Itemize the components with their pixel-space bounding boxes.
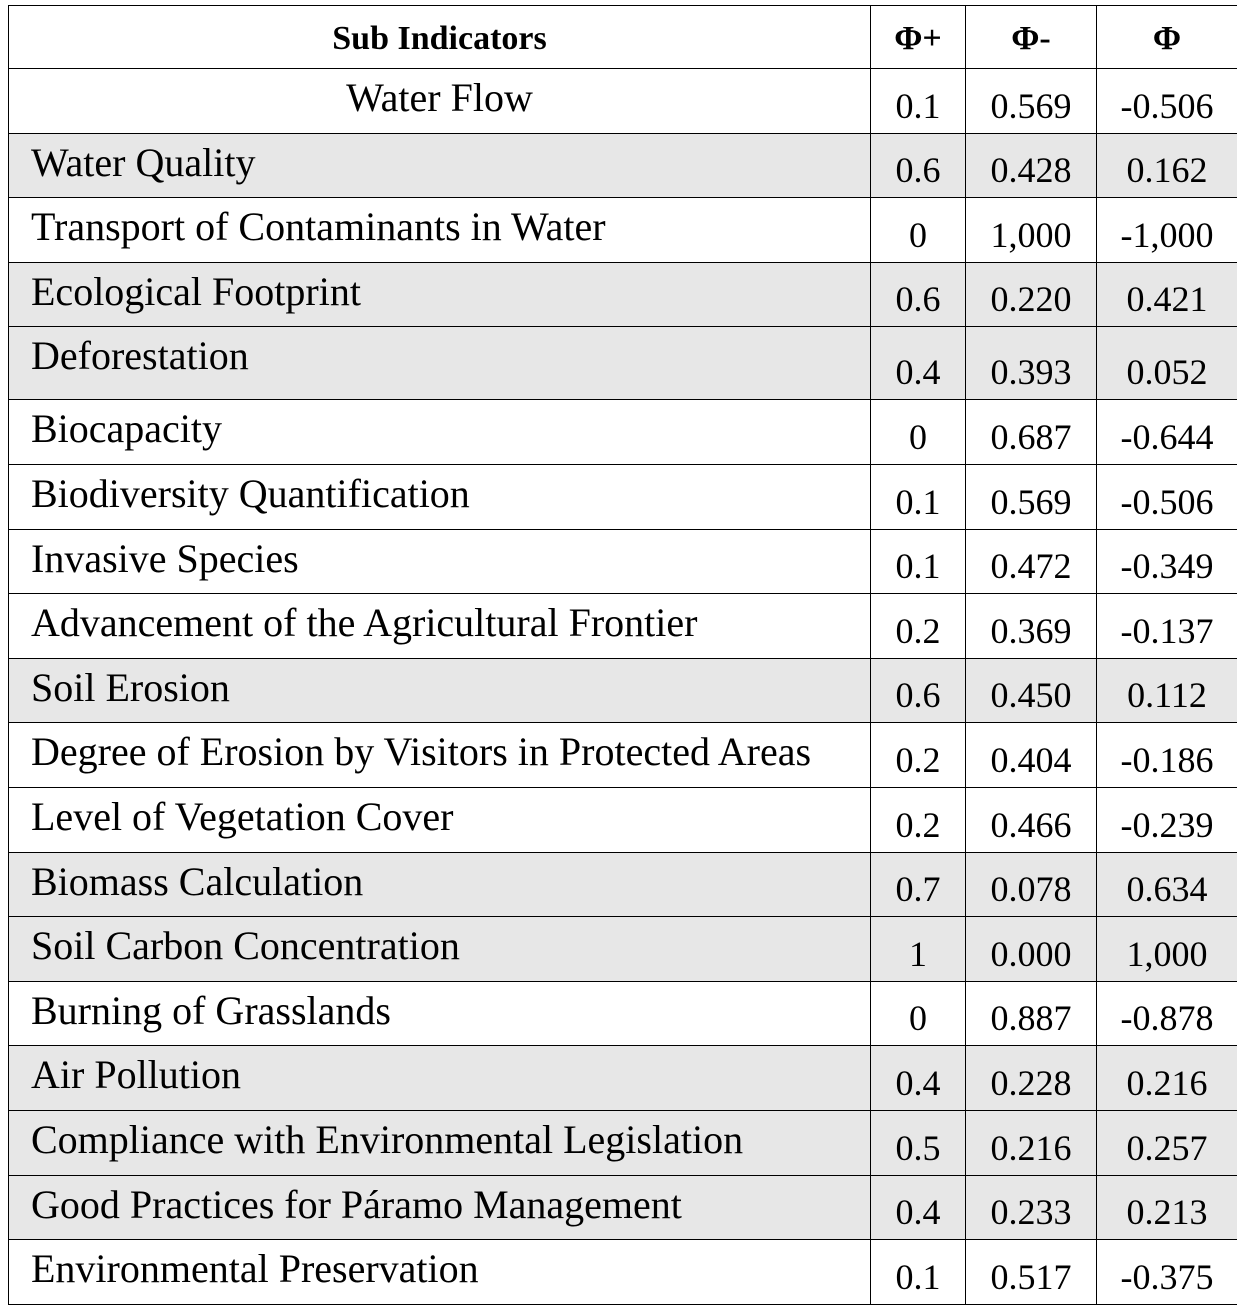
table-row [9,1110,1237,1175]
table-row [9,658,1237,723]
sub-indicator-name: Level of Vegetation Cover [9,787,871,852]
phi-plus-value: 0.6 [871,262,966,327]
phi-value: -0.137 [1097,594,1237,659]
sub-indicator-name: Burning of Grasslands [9,981,871,1046]
phi-value: -0.349 [1097,529,1237,594]
phi-plus-value: 0.4 [871,327,966,400]
phi-minus-value: 0.404 [966,723,1097,788]
phi-value: 1,000 [1097,917,1237,982]
header-row [9,6,1237,69]
sub-indicator-name: Deforestation [9,327,871,400]
phi-value: 0.421 [1097,262,1237,327]
table-row [9,917,1237,982]
table-row [9,327,1237,400]
phi-plus-value: 0.6 [871,658,966,723]
sub-indicator-name: Invasive Species [9,529,871,594]
phi-minus-value: 0.472 [966,529,1097,594]
phi-plus-value: 0.1 [871,1240,966,1305]
sub-indicator-name: Water Flow [9,69,871,134]
phi-plus-value: 0.1 [871,464,966,529]
sub-indicator-name: Soil Carbon Concentration [9,917,871,982]
phi-plus-value: 0.4 [871,1175,966,1240]
phi-value: 0.634 [1097,852,1237,917]
phi-value: -0.239 [1097,787,1237,852]
phi-minus-value: 0.887 [966,981,1097,1046]
sub-indicator-name: Compliance with Environmental Legislation [9,1110,871,1175]
phi-plus-value: 0.6 [871,133,966,198]
phi-minus-value: 0.228 [966,1046,1097,1111]
table-row [9,1240,1237,1305]
sub-indicator-name: Degree of Erosion by Visitors in Protected Areas [9,723,871,788]
phi-value: -0.506 [1097,464,1237,529]
table-row [9,198,1237,263]
phi-value: -1,000 [1097,198,1237,263]
sub-indicator-name: Good Practices for Páramo Management [9,1175,871,1240]
table-row [9,133,1237,198]
sub-indicator-name: Environmental Preservation [9,1240,871,1305]
header-phi-plus: Φ+ [871,6,966,69]
header-sub-indicators: Sub Indicators [9,6,871,69]
phi-value: -0.186 [1097,723,1237,788]
sub-indicator-name: Biocapacity [9,400,871,465]
phi-minus-value: 0.393 [966,327,1097,400]
phi-minus-value: 0.517 [966,1240,1097,1305]
phi-value: 0.216 [1097,1046,1237,1111]
phi-plus-value: 0 [871,981,966,1046]
phi-plus-value: 1 [871,917,966,982]
header-phi: Φ [1097,6,1237,69]
phi-value: 0.162 [1097,133,1237,198]
indicator-table [8,5,1237,1305]
table-row [9,852,1237,917]
phi-value: 0.052 [1097,327,1237,400]
phi-value: -0.375 [1097,1240,1237,1305]
table-row [9,529,1237,594]
phi-minus-value: 0.687 [966,400,1097,465]
phi-minus-value: 0.450 [966,658,1097,723]
phi-value: -0.506 [1097,69,1237,134]
phi-minus-value: 0.078 [966,852,1097,917]
phi-minus-value: 0.233 [966,1175,1097,1240]
phi-plus-value: 0.2 [871,594,966,659]
phi-minus-value: 0.369 [966,594,1097,659]
table-row [9,69,1237,134]
sub-indicator-name: Soil Erosion [9,658,871,723]
phi-plus-value: 0.2 [871,723,966,788]
sub-indicator-name: Biodiversity Quantification [9,464,871,529]
phi-minus-value: 0.000 [966,917,1097,982]
phi-plus-value: 0.5 [871,1110,966,1175]
phi-value: 0.112 [1097,658,1237,723]
phi-plus-value: 0.1 [871,69,966,134]
header-phi-minus: Φ- [966,6,1097,69]
sub-indicator-name: Advancement of the Agricultural Frontier [9,594,871,659]
table-header [9,6,1237,69]
sub-indicator-name: Transport of Contaminants in Water [9,198,871,263]
table-row [9,1175,1237,1240]
phi-plus-value: 0.7 [871,852,966,917]
table-row [9,723,1237,788]
phi-minus-value: 0.466 [966,787,1097,852]
table-row [9,262,1237,327]
phi-plus-value: 0.1 [871,529,966,594]
sub-indicator-name: Air Pollution [9,1046,871,1111]
phi-value: 0.213 [1097,1175,1237,1240]
table-row [9,464,1237,529]
table-row [9,787,1237,852]
phi-value: -0.644 [1097,400,1237,465]
phi-plus-value: 0.2 [871,787,966,852]
phi-minus-value: 0.569 [966,464,1097,529]
phi-minus-value: 0.428 [966,133,1097,198]
table-row [9,1046,1237,1111]
phi-plus-value: 0 [871,198,966,263]
phi-minus-value: 0.569 [966,69,1097,134]
table-row [9,594,1237,659]
table-body [9,69,1237,1305]
phi-value: -0.878 [1097,981,1237,1046]
phi-minus-value: 1,000 [966,198,1097,263]
phi-minus-value: 0.216 [966,1110,1097,1175]
phi-plus-value: 0 [871,400,966,465]
sub-indicator-name: Water Quality [9,133,871,198]
table-row [9,400,1237,465]
phi-minus-value: 0.220 [966,262,1097,327]
sub-indicator-name: Biomass Calculation [9,852,871,917]
indicator-table-container [8,5,1237,1305]
phi-plus-value: 0.4 [871,1046,966,1111]
table-row [9,981,1237,1046]
phi-value: 0.257 [1097,1110,1237,1175]
sub-indicator-name: Ecological Footprint [9,262,871,327]
